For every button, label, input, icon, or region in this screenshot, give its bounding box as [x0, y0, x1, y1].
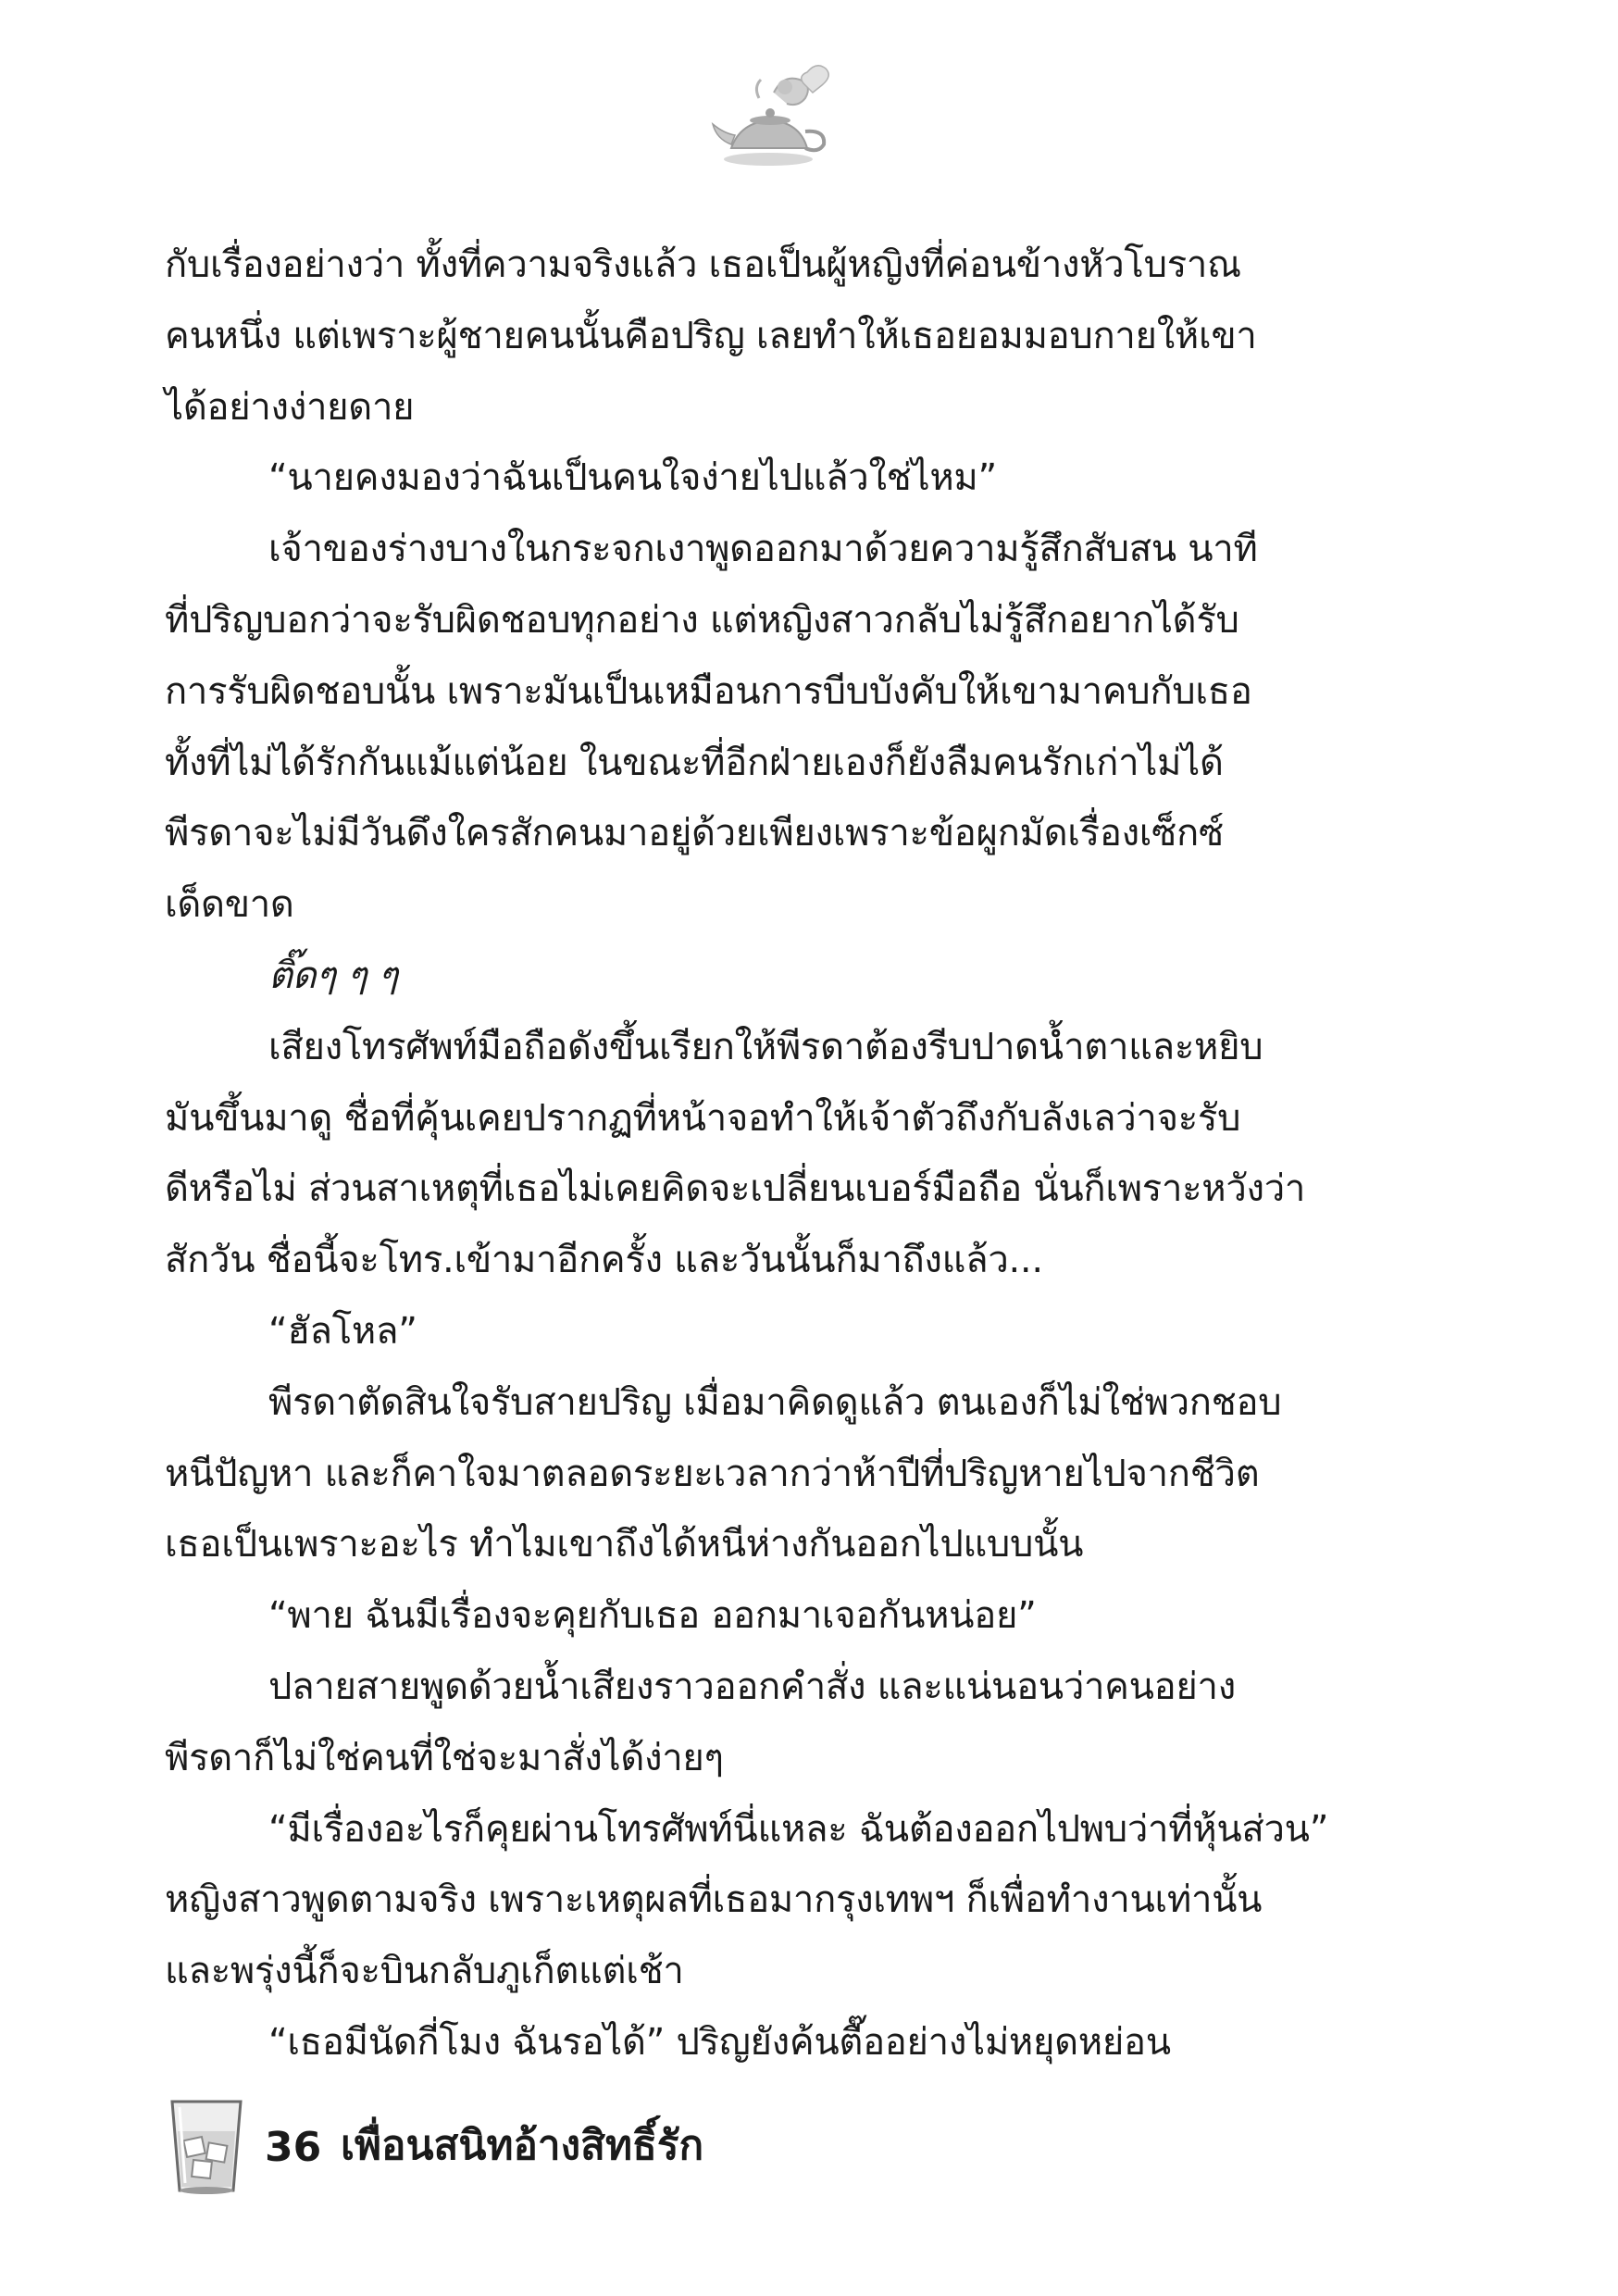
teapot-cupid-ornament-icon — [703, 56, 842, 176]
text-line: มันขึ้นมาดู ชื่อที่คุ้นเคยปรากฏที่หน้าจอทำให้เจ้าตัวถึงกับลังเลว่าจะรับ — [165, 1096, 1241, 1140]
book-title: เพื่อนสนิทอ้างสิทธิ์รัก — [341, 2122, 704, 2169]
page-number: 36 — [265, 2124, 322, 2171]
paragraph-start: เจ้าของร่างบางในกระจกเงาพูดออกมาด้วยความรู้สึกสับสน นาที — [268, 528, 1258, 571]
text-line: พีรดาจะไม่มีวันดึงใครสักคนมาอยู่ด้วยเพียงเพราะข้อผูกมัดเรื่องเซ็กซ์ — [165, 812, 1224, 855]
text-line: การรับผิดชอบนั้น เพราะมันเป็นเหมือนการบีบบังคับให้เขามาคบกับเธอ — [165, 669, 1252, 713]
dialogue-line: “ฮัลโหล” — [268, 1309, 417, 1353]
text-line: และพรุ่งนี้ก็จะบินกลับภูเก็ตแต่เช้า — [165, 1950, 684, 1993]
dialogue-line: “พาย ฉันมีเรื่องจะคุยกับเธอ ออกมาเจอกันหน่อย” — [268, 1594, 1037, 1638]
body-text — [165, 230, 1359, 2078]
text-line: หนีปัญหา และก็คาใจมาตลอดระยะเวลากว่าห้าปีที่ปริญหายไปจากชีวิต — [165, 1452, 1260, 1495]
text-line: หญิงสาวพูดตามจริง เพราะเหตุผลที่เธอมากรุงเทพฯ ก็เพื่อทำงานเท่านั้น — [165, 1878, 1263, 1922]
paragraph-start: เสียงโทรศัพท์มือถือดังขึ้นเรียกให้พีรดาต้องรีบปาดน้ำตาและหยิบ — [268, 1025, 1263, 1068]
sound-effect-line: ติ๊ดๆ ๆ ๆ — [268, 954, 398, 997]
text-line: เด็ดขาด — [165, 883, 294, 927]
text-line: ดีหรือไม่ ส่วนสาเหตุที่เธอไม่เคยคิดจะเปลี่ยนเบอร์มือถือ นั่นก็เพราะหวังว่า — [165, 1167, 1306, 1211]
page-footer — [165, 2094, 998, 2196]
text-line: ทั้งที่ไม่ได้รักกันแม้แต่น้อย ในขณะที่อีกฝ่ายเองก็ยังลืมคนรักเก่าไม่ได้ — [165, 741, 1224, 784]
text-line: เธอเป็นเพราะอะไร ทำไมเขาถึงได้หนีห่างกันออกไปแบบนั้น — [165, 1523, 1084, 1566]
text-line: ได้อย่างง่ายดาย — [165, 385, 415, 429]
paragraph-start: ปลายสายพูดด้วยน้ำเสียงราวออกคำสั่ง และแน่นอนว่าคนอย่าง — [268, 1665, 1236, 1708]
dialogue-line: “นายคงมองว่าฉันเป็นคนใจง่ายไปแล้วใช่ไหม” — [268, 456, 997, 500]
text-line: สักวัน ชื่อนี้จะโทร.เข้ามาอีกครั้ง และวันนั้นก็มาถึงแล้ว... — [165, 1239, 1043, 1282]
text-line: พีรดาก็ไม่ใช่คนที่ใช่จะมาสั่งได้ง่ายๆ — [165, 1736, 724, 1779]
dialogue-line: “มีเรื่องอะไรก็คุยผ่านโทรศัพท์นี่แหละ ฉันต้องออกไปพบว่าที่หุ้นส่วน” — [268, 1807, 1329, 1851]
text-line: กับเรื่องอย่างว่า ทั้งที่ความจริงแล้ว เธอเป็นผู้หญิงที่ค่อนข้างหัวโบราณ — [165, 243, 1241, 286]
text-line: คนหนึ่ง แต่เพราะผู้ชายคนนั้นคือปริญ เลยทำให้เธอยอมมอบกายให้เขา — [165, 314, 1257, 357]
ice-glass-icon — [165, 2094, 248, 2196]
paragraph-start: พีรดาตัดสินใจรับสายปริญ เมื่อมาคิดดูแล้ว ตนเองก็ไม่ใช่พวกชอบ — [268, 1380, 1282, 1424]
text-line: ที่ปริญบอกว่าจะรับผิดชอบทุกอย่าง แต่หญิงสาวกลับไม่รู้สึกอยากได้รับ — [165, 598, 1239, 642]
dialogue-line: “เธอมีนัดกี่โมง ฉันรอได้” ปริญยังค้นตื๊ออย่างไม่หยุดหย่อน — [268, 2020, 1171, 2064]
